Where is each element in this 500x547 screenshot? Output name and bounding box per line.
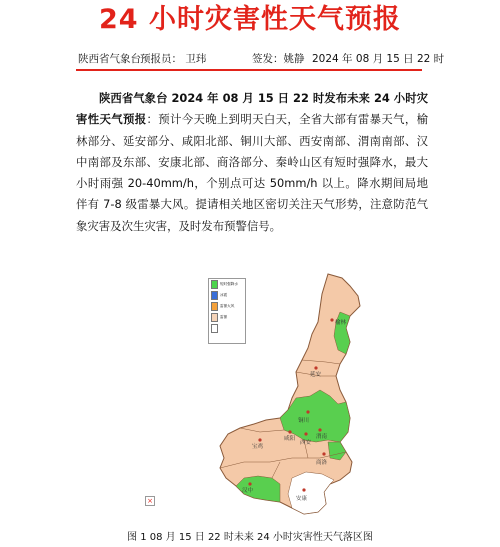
- legend-swatch: [211, 313, 218, 322]
- legend-item: 雷暴大风: [209, 301, 245, 312]
- city-label-shangluo: 商洛: [316, 460, 328, 466]
- city-dot-hanzhong: [248, 482, 251, 485]
- city-label-xian: 西安: [300, 440, 312, 446]
- legend-swatch: [211, 291, 218, 300]
- city-label-weinan: 渭南: [316, 434, 328, 440]
- figure-caption: 图 1 08 月 15 日 22 时未来 24 小时灾害性天气落区图: [127, 532, 373, 543]
- legend-item: 冰雹: [209, 290, 245, 301]
- legend-swatch: [211, 302, 218, 311]
- city-dot-yulin: [330, 318, 333, 321]
- red-divider: [76, 69, 422, 71]
- forecast-paragraph: [76, 88, 428, 237]
- legend-item: 短时强降水: [209, 279, 245, 290]
- city-label-yulin: 榆林: [335, 320, 347, 326]
- map-legend: [208, 278, 246, 344]
- city-label-yanan: 延安: [310, 372, 322, 378]
- issue-datetime: 2024 年 08 月 15 日 22 时: [312, 53, 445, 65]
- forecaster: 预报员： 卫玮: [140, 53, 207, 65]
- city-dot-ankang: [302, 488, 305, 491]
- city-dot-yanan: [314, 366, 317, 369]
- city-dot-weinan: [318, 428, 321, 431]
- city-dot-baoji: [258, 438, 261, 441]
- city-dot-xianyang: [288, 430, 291, 433]
- city-dot-xian: [304, 432, 307, 435]
- city-label-baoji: 宝鸡: [252, 444, 264, 450]
- issuer-org: 陕西省气象台: [78, 53, 141, 65]
- signer: 签发：姚静: [252, 53, 305, 65]
- city-label-tongchuan: 铜川: [298, 418, 310, 424]
- city-label-xianyang: 咸阳: [284, 436, 296, 442]
- broken-image-icon: ×: [145, 496, 155, 506]
- forecast-text: ：预计今天晚上到明天白天，全省大部有雷暴天气，榆林部分、延安部分、咸阳北部、铜川大部、西安南部、渭南南部、汉中南部及东部、安康北部、商洛部分、秦岭山区有短时强降水，最大小时雨强 20-40mm/h，个别点可达 50mm/h 以上。降水期间局地伴有 7-8 级雷暴大风。提请相关地区密切关注天气形势，注意防范气象灾害及次生灾害，及时发布预警信号。: [76, 112, 428, 233]
- forecast-lead: 陕西省气象台 2024 年 08 月 15 日 22 时发布未来 24 小时灾害性天气预报: [76, 91, 428, 127]
- legend-item: [209, 323, 245, 334]
- clear-zone-ankang: [288, 472, 334, 514]
- city-dot-tongchuan: [306, 410, 309, 413]
- page-title: 24 小时灾害性天气预报: [99, 4, 401, 35]
- city-label-hanzhong: 汉中: [242, 488, 254, 494]
- legend-item: 雷暴: [209, 312, 245, 323]
- city-dot-shangluo: [322, 452, 325, 455]
- city-label-ankang: 安康: [296, 496, 308, 502]
- legend-swatch: [211, 324, 218, 333]
- legend-swatch: [211, 280, 218, 289]
- issue-meta: [78, 52, 445, 66]
